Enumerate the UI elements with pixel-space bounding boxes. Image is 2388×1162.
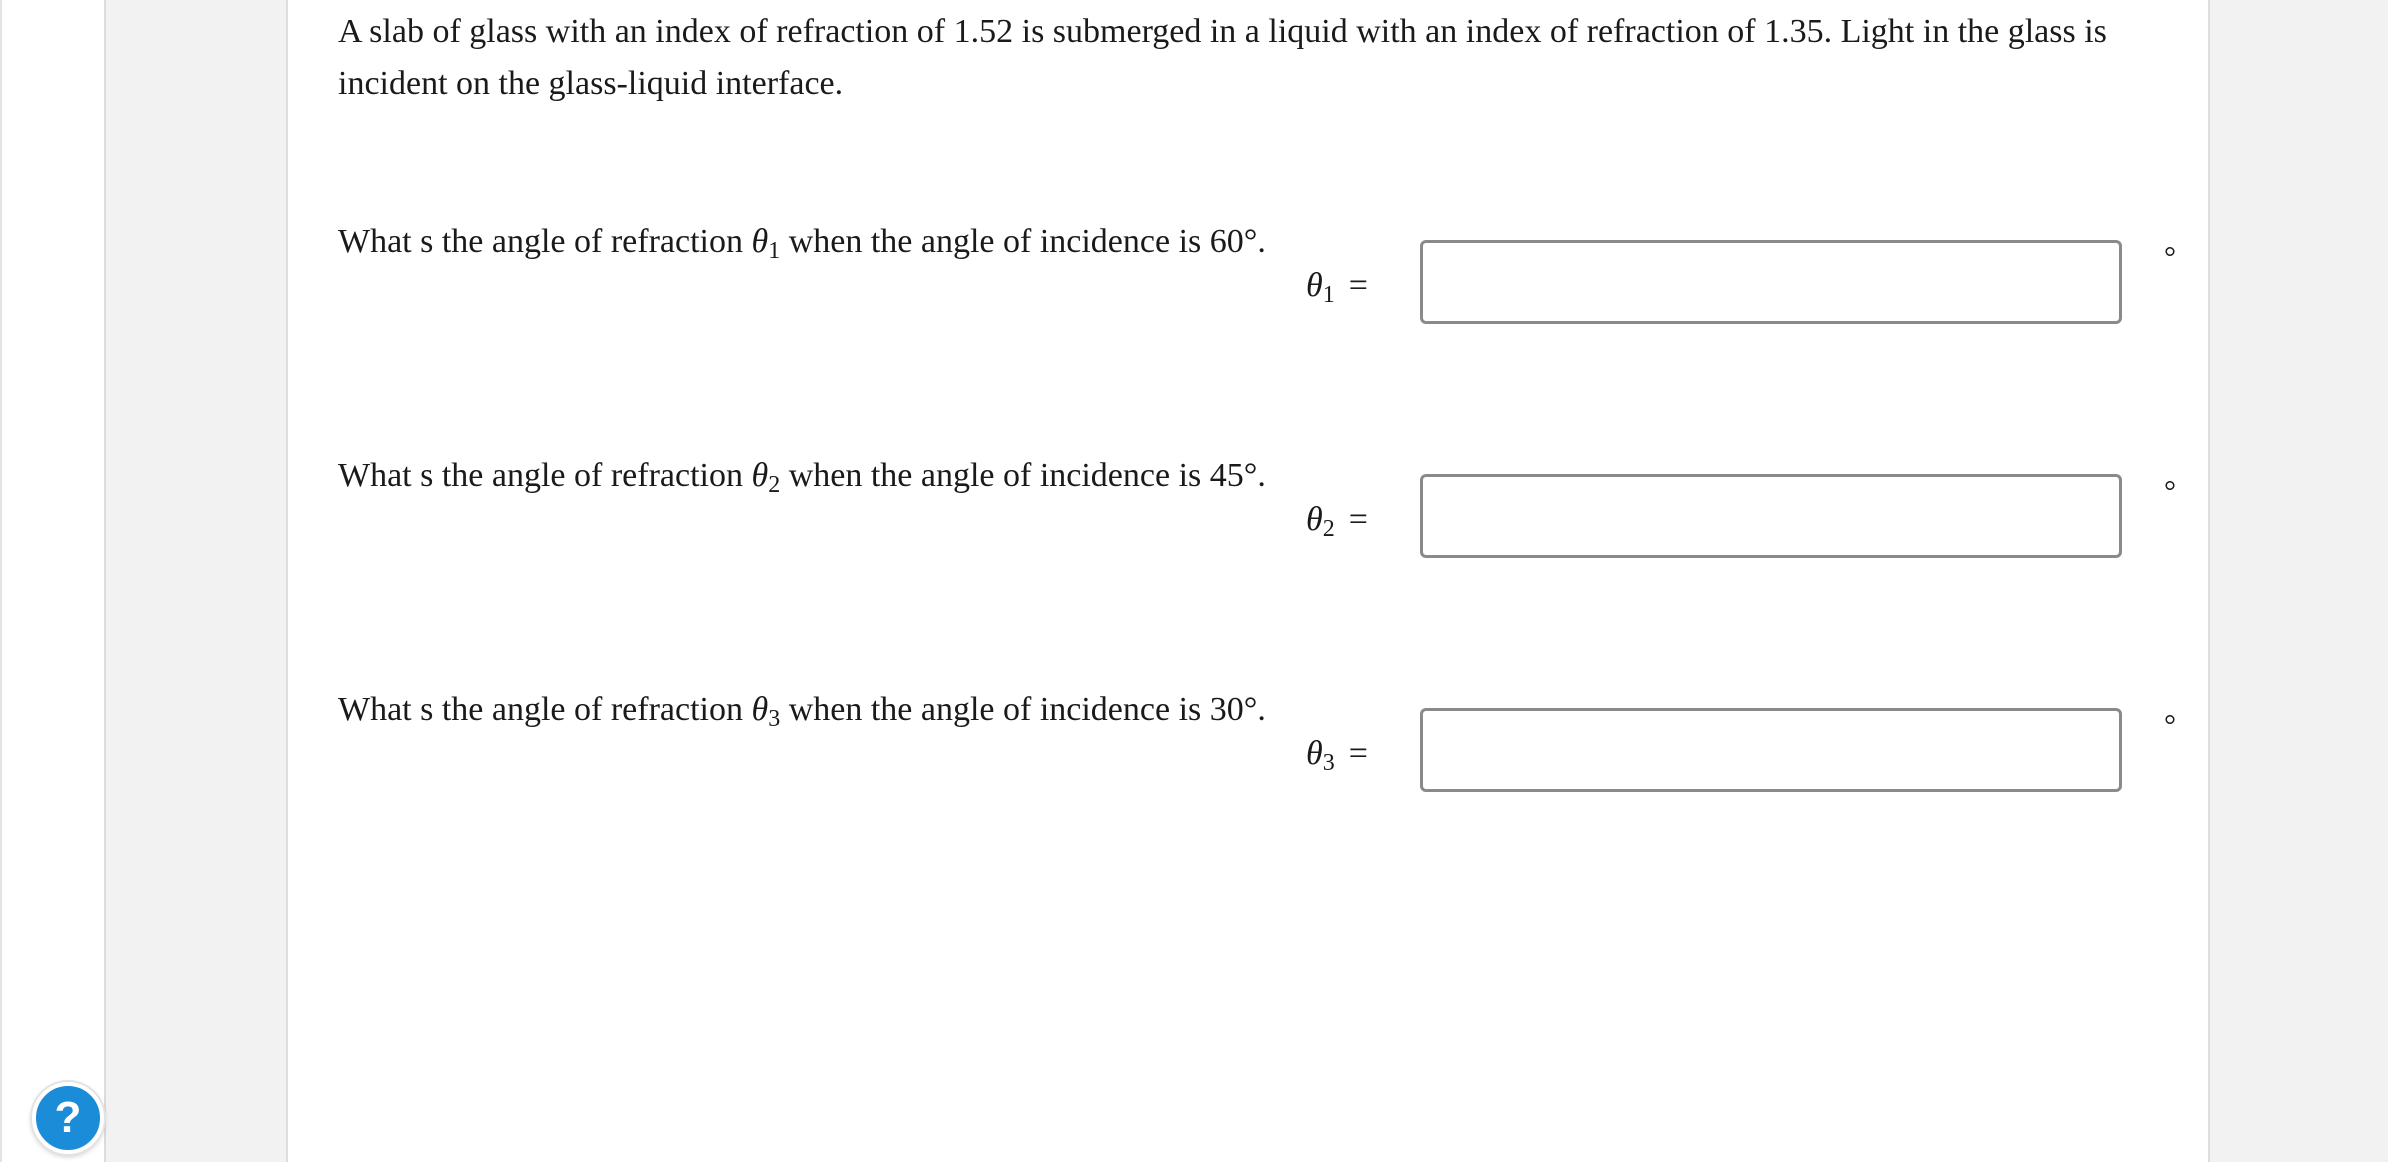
question-2-theta: θ bbox=[751, 457, 769, 494]
theta-3-input[interactable] bbox=[1420, 708, 2122, 792]
theta-2-equals: = bbox=[1348, 501, 1368, 538]
theta-2-input[interactable] bbox=[1420, 474, 2122, 558]
question-2-suffix: when the angle of incidence is 45°. bbox=[780, 457, 1266, 494]
question-3 bbox=[338, 682, 2188, 792]
theta-3-degree-unit: ° bbox=[2164, 709, 2176, 742]
theta-2-label bbox=[1306, 492, 1406, 557]
theta-2-degree-unit: ° bbox=[2164, 475, 2176, 508]
left-gutter bbox=[0, 0, 106, 1162]
help-button[interactable] bbox=[32, 1082, 104, 1154]
problem-statement: A slab of glass with an index of refraction of 1.52 is submerged in a liquid with an index of refraction of 1.35. Light in the glass is incident on the glass-liquid interface. bbox=[338, 13, 2107, 102]
theta-1-subscript: 1 bbox=[1322, 282, 1335, 308]
theta-1-degree-unit: ° bbox=[2164, 241, 2176, 274]
question-2-prefix: What s the angle of refraction bbox=[338, 457, 752, 494]
theta-3-equals: = bbox=[1348, 735, 1368, 772]
theta-2-subscript: 2 bbox=[1322, 516, 1335, 542]
theta-1-equals: = bbox=[1348, 267, 1368, 304]
problem-card bbox=[286, 0, 2210, 1162]
question-3-theta: θ bbox=[751, 691, 769, 728]
theta-3-symbol: θ bbox=[1306, 735, 1323, 772]
question-1 bbox=[338, 214, 2188, 324]
question-2 bbox=[338, 448, 2188, 558]
question-1-subscript: 1 bbox=[768, 238, 781, 264]
question-2-text bbox=[338, 448, 1268, 513]
question-3-subscript: 3 bbox=[768, 706, 781, 732]
question-1-theta: θ bbox=[751, 223, 769, 260]
question-1-suffix: when the angle of incidence is 60°. bbox=[780, 223, 1266, 260]
question-3-prefix: What s the angle of refraction bbox=[338, 691, 752, 728]
theta-3-label bbox=[1306, 726, 1406, 791]
question-3-text bbox=[338, 682, 1268, 747]
theta-1-label bbox=[1306, 258, 1406, 323]
question-mark-icon: ? bbox=[54, 1093, 82, 1142]
question-2-subscript: 2 bbox=[768, 472, 781, 498]
theta-1-input[interactable] bbox=[1420, 240, 2122, 324]
question-1-prefix: What s the angle of refraction bbox=[338, 223, 752, 260]
question-1-text bbox=[338, 214, 1268, 279]
theta-2-symbol: θ bbox=[1306, 501, 1323, 538]
theta-3-subscript: 3 bbox=[1322, 750, 1335, 776]
theta-1-symbol: θ bbox=[1306, 267, 1323, 304]
question-3-suffix: when the angle of incidence is 30°. bbox=[780, 691, 1266, 728]
